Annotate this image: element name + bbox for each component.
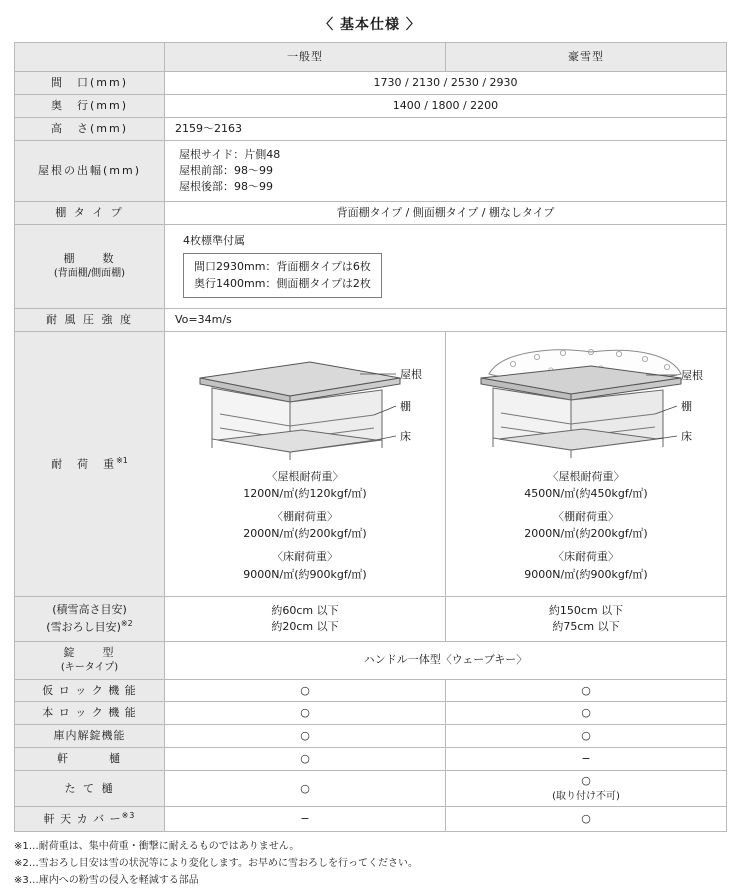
snow-footnote-marker: ※2 (120, 619, 133, 629)
svg-text:床: 床 (400, 429, 411, 443)
shed-figure-heavy-snow (441, 344, 731, 464)
row-value-roof-overhang (165, 140, 727, 201)
svg-text:屋根: 屋根 (681, 368, 703, 382)
lock-label-line-2: (キータイプ) (60, 662, 119, 673)
row-label-lock (15, 642, 165, 679)
row-label-load-capacity (15, 331, 165, 597)
shelf-count-label-line-1: 棚 数 (63, 251, 116, 265)
row-label-shelf-type: 棚 タ イ プ (15, 201, 165, 224)
shed-figure-general (160, 344, 450, 464)
table-row (15, 725, 727, 748)
row-label-width: 間 口(mm) (15, 72, 165, 95)
column-header-general: 一般型 (165, 43, 446, 72)
footnotes (14, 838, 726, 889)
load-heavy-shelf-value: 2000N/㎡(約200kgf/㎡) (524, 527, 648, 541)
feature-downspout-heavy-mark: ○ (581, 774, 591, 788)
load-heavy-roof-value: 4500N/㎡(約450kgf/㎡) (524, 487, 648, 501)
row-value-width: 1730 / 2130 / 2530 / 2930 (165, 72, 727, 95)
svg-text:屋根: 屋根 (400, 367, 422, 381)
table-row (15, 771, 727, 807)
table-row-lock (15, 642, 727, 679)
row-value-shelf-count (165, 224, 727, 308)
roof-overhang-line-3: 屋根後部：98〜99 (179, 179, 273, 193)
svg-text:棚: 棚 (400, 399, 411, 413)
row-label-downspout: た て 樋 (15, 771, 165, 807)
load-capacity-general-cell (165, 331, 446, 597)
roof-overhang-line-1: 屋根サイド：片側48 (179, 147, 281, 161)
load-capacity-heavy-cell (446, 331, 727, 597)
shelf-count-main: 4枚標準付属 (183, 233, 245, 247)
row-label-roof-overhang: 屋根の出幅(mm) (15, 140, 165, 201)
feature-eaves-gutter-general: ○ (165, 748, 446, 771)
specification-table (14, 42, 727, 832)
footnote-3: ※3…庫内への粉雪の侵入を軽減する部品 (14, 874, 199, 886)
row-label-eaves-gutter: 軒 樋 (15, 748, 165, 771)
load-capacity-general-text (243, 468, 366, 591)
load-general-roof (243, 468, 366, 503)
shed-diagram-heavy-snow-svg (441, 344, 731, 464)
load-heavy-shelf (524, 508, 647, 543)
row-label-eaves-cover (15, 807, 165, 832)
load-heavy-roof (524, 468, 647, 503)
shelf-count-note-line-2: 奥行1400mm：側面棚タイプは2枚 (194, 277, 371, 291)
row-value-snow-heavy (446, 597, 727, 642)
snow-general-line-1: 約60cm 以下 (271, 604, 339, 618)
feature-downspout-heavy (446, 771, 727, 807)
feature-inside-unlock-heavy: ○ (446, 725, 727, 748)
feature-eaves-gutter-heavy: − (446, 748, 727, 771)
table-header-row (15, 43, 727, 72)
row-label-shelf-count (15, 224, 165, 308)
table-row-snow (15, 597, 727, 642)
load-general-shelf (243, 508, 366, 543)
corner-cell (15, 43, 165, 72)
load-capacity-heavy-wrap (448, 338, 724, 591)
roof-overhang-line-2: 屋根前部：98〜99 (179, 163, 273, 177)
load-general-shelf-title: 〈棚耐荷重〉 (271, 509, 338, 523)
load-capacity-footnote-marker: ※1 (116, 456, 128, 466)
row-label-main-lock: 本 ロ ッ ク 機 能 (15, 702, 165, 725)
feature-temp-lock-heavy: ○ (446, 679, 727, 702)
load-general-floor (243, 548, 366, 583)
svg-text:棚: 棚 (681, 399, 692, 413)
load-capacity-heavy-text (524, 468, 647, 591)
row-value-shelf-type: 背面棚タイプ / 側面棚タイプ / 棚なしタイプ (165, 201, 727, 224)
load-heavy-shelf-title: 〈棚耐荷重〉 (552, 509, 619, 523)
feature-eaves-cover-general: − (165, 807, 446, 832)
snow-label-line-1: (積雪高さ目安) (52, 603, 127, 617)
feature-downspout-general: ○ (165, 771, 446, 807)
snow-general-line-2: 約20cm 以下 (271, 620, 339, 634)
load-heavy-floor-value: 9000N/㎡(約900kgf/㎡) (524, 567, 648, 581)
table-row (15, 72, 727, 95)
load-heavy-floor (524, 548, 647, 583)
row-value-wind-pressure: Vo=34m/s (165, 308, 727, 331)
load-general-roof-title: 〈屋根耐荷重〉 (266, 469, 344, 483)
svg-text:床: 床 (681, 429, 692, 443)
load-heavy-floor-title: 〈床耐荷重〉 (552, 550, 619, 563)
feature-eaves-cover-heavy: ○ (446, 807, 727, 832)
table-row-load-capacity (15, 331, 727, 597)
load-heavy-roof-title: 〈屋根耐荷重〉 (547, 469, 625, 483)
eaves-cover-footnote-marker: ※3 (121, 811, 136, 821)
snow-label-line-2 (20, 618, 159, 636)
row-label-eaves-cover-text: 軒 天 カ バ ー (43, 812, 122, 826)
row-value-snow-general (165, 597, 446, 642)
row-value-depth: 1400 / 1800 / 2200 (165, 94, 727, 117)
shed-diagram-general-svg (160, 344, 450, 464)
row-label-snow (15, 597, 165, 642)
row-label-temp-lock: 仮 ロ ッ ク 機 能 (15, 679, 165, 702)
feature-temp-lock-general: ○ (165, 679, 446, 702)
feature-main-lock-heavy: ○ (446, 702, 727, 725)
feature-downspout-heavy-note: (取り付け不可) (552, 791, 620, 803)
table-row (15, 117, 727, 140)
load-general-roof-value: 1200N/㎡(約120kgf/㎡) (243, 487, 367, 501)
table-row (15, 140, 727, 201)
row-label-inside-unlock: 庫内解錠機能 (15, 725, 165, 748)
page-title: 〈 基本仕様 〉 (319, 17, 421, 33)
snow-label-line-2-text: (雪おろし目安) (46, 620, 121, 634)
load-capacity-general-wrap (167, 338, 443, 591)
snow-heavy-line-1: 約150cm 以下 (548, 604, 624, 618)
table-row (15, 94, 727, 117)
shelf-count-note-box (183, 253, 382, 298)
snow-heavy-line-2: 約75cm 以下 (552, 620, 620, 634)
row-value-height: 2159〜2163 (165, 117, 727, 140)
footnote-2: ※2…雪おろし目安は雪の状況等により変化します。お早めに雪おろしを行ってください。 (14, 857, 418, 869)
row-label-depth: 奥 行(mm) (15, 94, 165, 117)
load-capacity-label: 耐 荷 重 (51, 457, 117, 471)
table-row (15, 201, 727, 224)
load-general-floor-title: 〈床耐荷重〉 (271, 550, 338, 563)
table-row (15, 702, 727, 725)
row-label-wind-pressure: 耐 風 圧 強 度 (15, 308, 165, 331)
row-value-lock: ハンドル一体型〈ウェーブキー〉 (165, 642, 727, 679)
table-row (15, 748, 727, 771)
lock-label-line-1: 錠 型 (63, 646, 116, 660)
table-row (15, 308, 727, 331)
row-label-height: 高 さ(mm) (15, 117, 165, 140)
footnote-1: ※1…耐荷重は、集中荷重・衝撃に耐えるものではありません。 (14, 840, 300, 852)
shelf-count-label-line-2: (背面棚/側面棚) (53, 267, 126, 279)
column-header-heavy-snow: 豪雪型 (446, 43, 727, 72)
load-general-floor-value: 9000N/㎡(約900kgf/㎡) (243, 567, 367, 581)
table-row (15, 679, 727, 702)
table-row (15, 807, 727, 832)
load-general-shelf-value: 2000N/㎡(約200kgf/㎡) (243, 527, 367, 541)
feature-inside-unlock-general: ○ (165, 725, 446, 748)
shelf-count-note-line-1: 間口2930mm：背面棚タイプは6枚 (194, 259, 371, 273)
feature-main-lock-general: ○ (165, 702, 446, 725)
table-row (15, 224, 727, 308)
